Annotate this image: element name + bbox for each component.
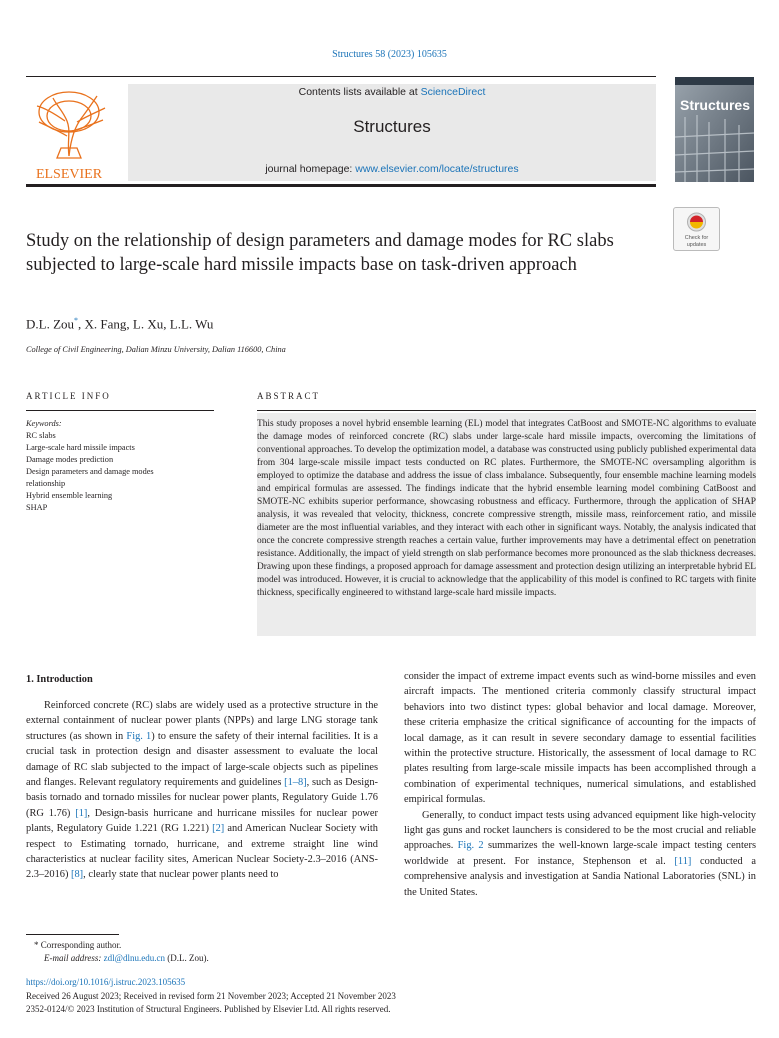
keywords-block (26, 418, 216, 514)
figure-link[interactable]: Fig. 1 (126, 730, 152, 742)
email-line (34, 952, 209, 965)
journal-cover-image[interactable] (675, 77, 754, 182)
article-info-rule (26, 410, 214, 411)
copyright: 2352-0124/© 2023 Institution of Structural Engineers. Published by Elsevier Ltd. All rights reserved. (26, 1004, 391, 1015)
footnote-mark: * (34, 940, 39, 950)
footnote (34, 939, 209, 965)
check-line-2: updates (686, 242, 707, 248)
intro-right-column (404, 669, 756, 900)
first-author[interactable]: D.L. Zou (26, 316, 75, 332)
footnote-rule (26, 934, 119, 935)
text-run: Generally, to conduct impact tests using advanced equipment like high-velocity light gas guns and rocket launchers is considered to be the most crucial and reliable approaches. (404, 809, 756, 852)
homepage-link[interactable]: www.elsevier.com/locate/structures (355, 163, 519, 175)
abstract-rule (257, 410, 756, 411)
article-info-heading: ARTICLE INFO (26, 391, 111, 401)
reference-link[interactable]: [2] (212, 823, 225, 835)
keyword: Damage modes prediction (26, 455, 114, 464)
keyword: RC slabs (26, 431, 56, 440)
abstract-text: This study proposes a novel hybrid ensemble learning (EL) model that integrates CatBoost and SMOTE-NC algorithms to evaluate the damage modes of reinforced concrete (RC) slabs under large-scale hard missile impacts, overcoming the limitations of conventional approaches. To develop the optimization model, a database was constructed using publicly published experimental data from 304 large-scale missile impact tests conducted on RC plates. Furthermore, the SMOTE-NC oversampling algorithm is employed to optimize the database and address the issue of class imbalance. Subsequently, four ensemble machine learning models and empirical formulas are assessed. The findings indicate that the hybrid ensemble learning model combining CatBoost and SMOTE-NC exhibits superior performance, showcasing robustness and efficacy. Furthermore, through the application of SHAP analysis, it was revealed that velocity, thickness, concrete compressive strength, missile mass, reinforcement ratio, and missile diameter are the most influential variables, and they interact with each other in significant ways. Notably, the analysis indicated that once the concrete compressive strength reaches a certain value, further improvements may have a detrimental effect on penetration resistance. Additionally, the impact of yield strength on slab performance becomes more pronounced as the slab thickness decreases. Drawing upon these findings, a proposed approach for damage assessment and protection design utilizing an interpretable hybrid EL model was introduced. However, it is crucial to acknowledge that the applicability of this model is confined to RC targets with finite thickness, specifically engineered to withstand large-scale hard missile impacts. (257, 419, 756, 598)
reference-link[interactable]: [8] (71, 869, 84, 881)
figure-link[interactable]: Fig. 2 (457, 840, 484, 852)
keyword: Large-scale hard missile impacts (26, 443, 135, 452)
intro-paragraph (404, 808, 756, 900)
email-label: E-mail address: (44, 953, 102, 963)
text-run: ) to ensure the safety of their internal facilities. It is a crucial task in protection design and disaster assessment to evaluate the local damage of RC slab subjected to the impact of large-scale objects such as pipelines and flanges. Relevant regulatory requirements and guidelines (26, 730, 378, 789)
text-run: , such as Design-basis tornado and tornado missiles for nuclear power plants, Regulatory Guide 1.76 (RG 1.76) (26, 777, 378, 819)
corresponding-note (34, 939, 209, 952)
keyword: Hybrid ensemble learning (26, 491, 113, 500)
reference-link[interactable]: [11] (674, 855, 692, 867)
elsevier-logo[interactable] (27, 86, 111, 182)
reference-link[interactable]: [1–8] (284, 777, 307, 789)
check-for-updates-button[interactable] (673, 207, 720, 251)
reference-link[interactable]: [1] (75, 807, 88, 819)
affiliation: College of Civil Engineering, Dalian Minzu University, Dalian 116600, China (26, 345, 286, 354)
header-bottom-rule (26, 184, 656, 187)
intro-paragraph: consider the impact of extreme impact events such as wind-borne missiles and even aircraft impacts. The mentioned criteria commonly classify structural impact behaviors into two distinct types: global behavior and local damage. Moreover, these criteria emphasize the critical significance of accounting for the impacts of local damage, as it can result in severe secondary damage to essential facilities within the protective structure. Historically, the assessment of local damage to RC plates resulting from large-scale missile impacts has been accomplished through a combination of experimental techniques, numerical simulations, and established empirical formulas. (404, 671, 756, 806)
text-run: conducted a comprehensive analysis and investigation at Sandia National Laboratories (SNL) in the United States. (404, 855, 756, 898)
other-authors: , X. Fang, L. Xu, L.L. Wu (78, 316, 214, 332)
journal-title: Structures (353, 117, 431, 136)
email-suffix: (D.L. Zou). (164, 953, 209, 963)
text-run: , Design-basis hurricane and hurricane missiles for nuclear power plants, Regulatory Guide 1.221 (RG 1.221) (26, 807, 378, 835)
received-dates: Received 26 August 2023; Received in revised form 21 November 2023; Accepted 21 November 2023 (26, 990, 396, 1001)
corresponding-mark[interactable]: * (74, 316, 79, 325)
article-footer (26, 976, 396, 1017)
intro-heading: 1. Introduction (26, 674, 93, 685)
homepage-prefix: journal homepage: (265, 163, 356, 175)
elsevier-logo-text: ELSEVIER (35, 167, 103, 182)
contents-prefix: Contents lists available at (298, 86, 421, 98)
author-list (26, 316, 213, 332)
text-run: , clearly state that nuclear power plants need to (83, 869, 279, 881)
keyword: SHAP (26, 503, 48, 512)
sciencedirect-link[interactable]: ScienceDirect (420, 86, 486, 98)
keywords-label: Keywords: (26, 419, 62, 428)
email-link[interactable]: zdl@dlnu.edu.cn (103, 953, 165, 963)
journal-citation[interactable]: Structures 58 (2023) 105635 (332, 49, 447, 60)
check-line-1: Check for (684, 235, 709, 241)
abstract-heading: ABSTRACT (257, 391, 321, 401)
text-run: and American Nuclear Society with respect to Estimating tornado, hurricane, and extreme straight line wind characteristics at nuclear facility sites, American Nuclear Society-2.3–2016 (ANS-2.3–2016) (26, 823, 378, 881)
contents-availability (128, 86, 656, 98)
text-run: Reinforced concrete (RC) slabs are widely used as a protective structure in the external containment of nuclear power plants (NPPs) and large LNG storage tank structures (as shown in (26, 700, 378, 742)
journal-homepage (128, 163, 656, 175)
intro-left-column (26, 698, 378, 883)
keyword: Design parameters and damage modes relationship (26, 467, 154, 488)
text-run: summarizes the well-known large-scale impact testing centers worldwide at present. For instance, Stephenson et al. (404, 840, 756, 867)
doi-link[interactable]: https://doi.org/10.1016/j.istruc.2023.105635 (26, 977, 186, 987)
cover-title: Structures (679, 97, 751, 113)
header-top-rule (26, 76, 656, 77)
footnote-text: Corresponding author. (38, 940, 122, 950)
article-title: Study on the relationship of design parameters and damage modes for RC slabs subjected to large-scale hard missile impacts base on task-driven approach (26, 231, 614, 275)
intro-paragraph (26, 698, 378, 883)
